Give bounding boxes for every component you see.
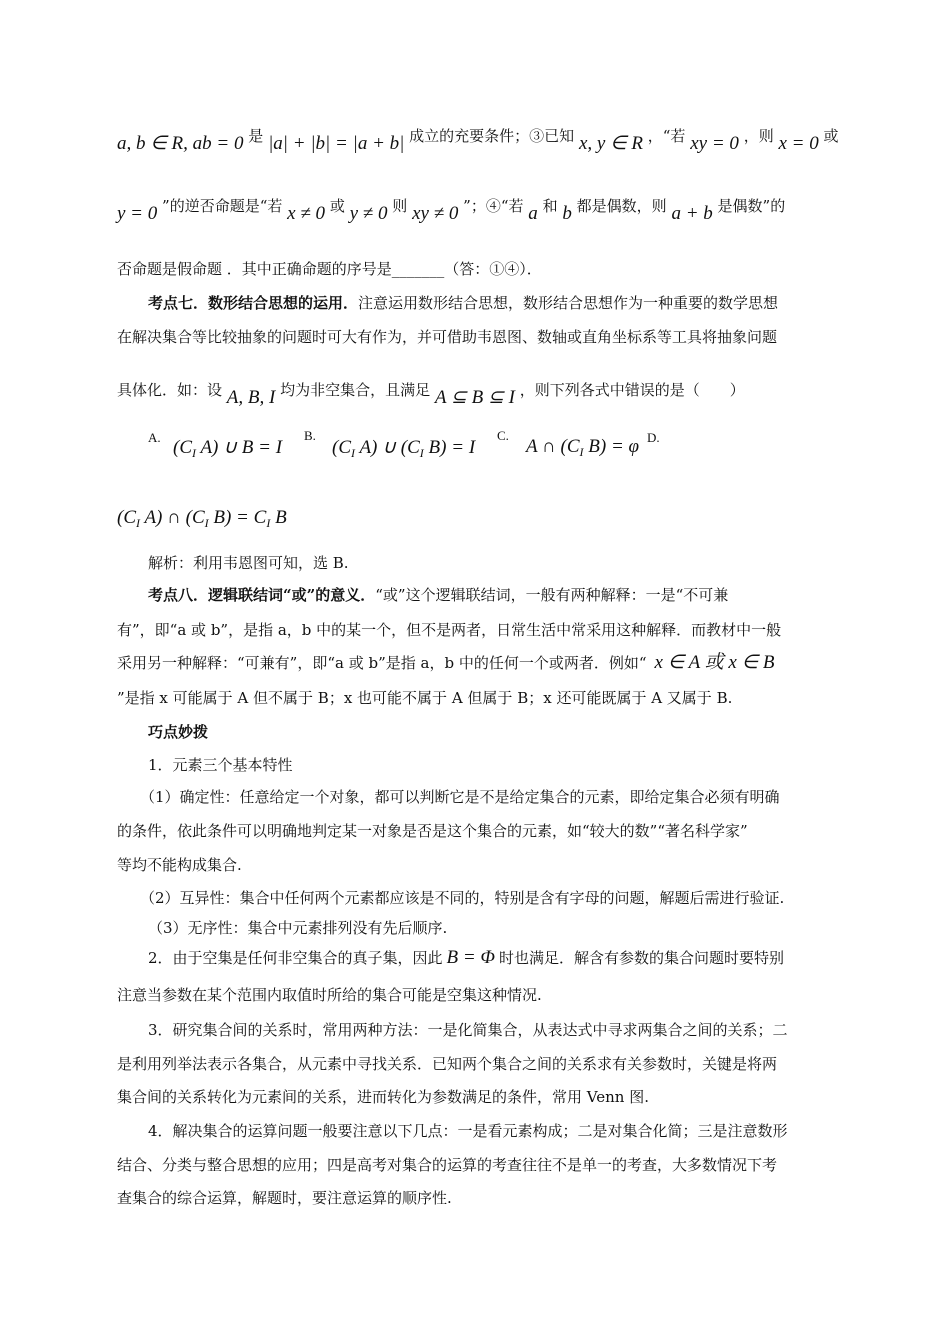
section-7-title: 考点七．数形结合思想的运用． [148, 294, 359, 312]
text-fragment: ，则 [743, 127, 774, 145]
tips-item-1b: （2）互异性：集合中任何两个元素都应该是不同的，特别是含有字母的问题，解题后需进行验证. [140, 889, 785, 907]
math-expression: a, b ∈ R, ab = 0 [117, 133, 244, 154]
section-7-line-2: 在解决集合等比较抽象的问题时可大有作为，并可借助韦恩图、数轴或直角坐标系等工具将抽象问题 [117, 328, 778, 346]
math-expression: x ∈ A 或 x ∈ B [654, 652, 775, 673]
text-fragment: ，“若 [647, 127, 686, 145]
option-b-formula: ($C_I$ A) ∪ ($C_I$ B) = I [332, 437, 476, 460]
section-7-line-1 [148, 293, 778, 313]
section-8-line-2: 有”，即“a 或 b”，是指 a，b 中的某一个，但不是两者，日常生活中常采用这种解释．而教材中一般 [117, 621, 782, 639]
text-fragment: 是 [248, 127, 264, 145]
math-expression: A, B, I [226, 387, 276, 408]
statement-line-3: 否命题是假命题 ．其中正确命题的序号是_______（答：①④）． [117, 260, 542, 278]
statement-line-2 [117, 197, 786, 224]
text-fragment: 和 [542, 197, 558, 215]
math-expression: y = 0 [117, 203, 158, 224]
option-c-formula: A ∩ ($C_I$ B) = φ [526, 436, 640, 459]
text-fragment: 成立的充要条件；③已知 [409, 127, 575, 145]
section-8-line-4: ”是指 x 可能属于 A 但不属于 B；x 也可能不属于 A 但属于 B；x 还可能既属于 A 又属于 B. [117, 689, 733, 707]
math-expression: y ≠ 0 [349, 203, 388, 224]
math-expression: x ≠ 0 [287, 203, 326, 224]
tips-item-4-line-1: 4．解决集合的运算问题一般要注意以下几点：一是看元素构成；二是对集合化简；三是注意数形 [148, 1122, 788, 1140]
section-8-line-1 [148, 585, 728, 605]
math-expression: a + b [671, 203, 713, 224]
math-expression: A ⊆ B ⊆ I [434, 387, 515, 408]
text-fragment: 则 [392, 197, 408, 215]
option-b-label: B. [304, 428, 316, 443]
text-fragment: ”的逆否命题是“若 [162, 197, 283, 215]
option-c-label: C. [497, 428, 509, 443]
math-expression: xy ≠ 0 [412, 203, 459, 224]
tips-item-4-line-3: 查集合的综合运算，解题时，要注意运算的顺序性. [117, 1189, 452, 1207]
math-expression: b [562, 203, 572, 224]
tips-item-3-line-1: 3．研究集合间的关系时，常用两种方法：一是化简集合，从表达式中寻求两集合之间的关系；二 [148, 1021, 788, 1039]
text-fragment: 注意运用数形结合思想，数形结合思想作为一种重要的数学思想 [358, 294, 779, 312]
math-expression: a [528, 203, 538, 224]
tips-item-1a-line-1: （1）确定性：任意给定一个对象，都可以判断它是不是给定集合的元素，即给定集合必须有明确 [140, 788, 780, 806]
text-fragment: 采用另一种解释：“可兼有”，即“a 或 b”是指 a，b 中的任何一个或两者．例如“ [117, 654, 647, 672]
math-expression: |a| + |b| = |a + b| [268, 133, 405, 154]
statement-line-1 [117, 127, 839, 154]
text-fragment: 或 [329, 197, 345, 215]
tips-item-2-line-2: 注意当参数在某个范围内取值时所给的集合可能是空集这种情况. [117, 986, 542, 1004]
tips-item-1c: （3）无序性：集合中元素排列没有先后顺序. [148, 919, 448, 937]
section-8-title: 考点八．逻辑联结词“或”的意义． [148, 586, 376, 604]
tips-item-1: 1．元素三个基本特性 [148, 756, 293, 774]
text-fragment: 具体化．如：设 [117, 381, 223, 399]
tips-item-2-line-1 [148, 948, 784, 968]
math-expression: xy = 0 [690, 133, 739, 154]
option-a-label: A. [148, 430, 161, 445]
option-a-formula: ($C_I$ A) ∪ B = I [173, 437, 283, 460]
section-8-line-3 [117, 653, 775, 673]
section-7-line-3 [117, 380, 745, 408]
math-expression: x, y ∈ R [578, 133, 643, 154]
text-fragment: 是偶数”的 [717, 197, 786, 215]
text-fragment: ，则下列各式中错误的是（ ） [519, 381, 745, 399]
text-fragment: 或 [823, 127, 839, 145]
text-fragment: 2．由于空集是任何非空集合的真子集，因此 [148, 949, 443, 967]
math-expression: B = Φ [446, 947, 495, 968]
text-fragment: 都是偶数，则 [576, 197, 667, 215]
option-d-label: D. [647, 430, 660, 445]
text-fragment: 均为非空集合，且满足 [280, 381, 431, 399]
text-fragment: “或”这个逻辑联结词，一般有两种解释：一是“不可兼 [375, 586, 729, 604]
tips-item-1a-line-3: 等均不能构成集合. [117, 856, 242, 874]
analysis-line: 解析：利用韦恩图可知，选 B. [148, 554, 349, 572]
tips-item-3-line-2: 是利用列举法表示各集合，从元素中寻找关系．已知两个集合之间的关系求有关参数时，关键是将两 [117, 1055, 778, 1073]
tips-item-1a-line-2: 的条件，依此条件可以明确地判定某一对象是否是这个集合的元素，如“较大的数”“著名科学家” [117, 822, 748, 840]
text-fragment: ”；④“若 [463, 197, 524, 215]
text-fragment: 时也满足．解含有参数的集合问题时要特别 [498, 949, 784, 967]
math-expression: x = 0 [778, 133, 819, 154]
tips-title: 巧点妙拨 [148, 723, 209, 741]
option-d-formula: ($C_I$ A) ∩ ($C_I$ $B) = C_I$ B [117, 507, 287, 530]
tips-item-4-line-2: 结合、分类与整合思想的应用；四是高考对集合的运算的考查往往不是单一的考查，大多数情况下考 [117, 1156, 778, 1174]
tips-item-3-line-3: 集合间的关系转化为元素间的关系，进而转化为参数满足的条件，常用 Venn 图. [117, 1088, 649, 1106]
